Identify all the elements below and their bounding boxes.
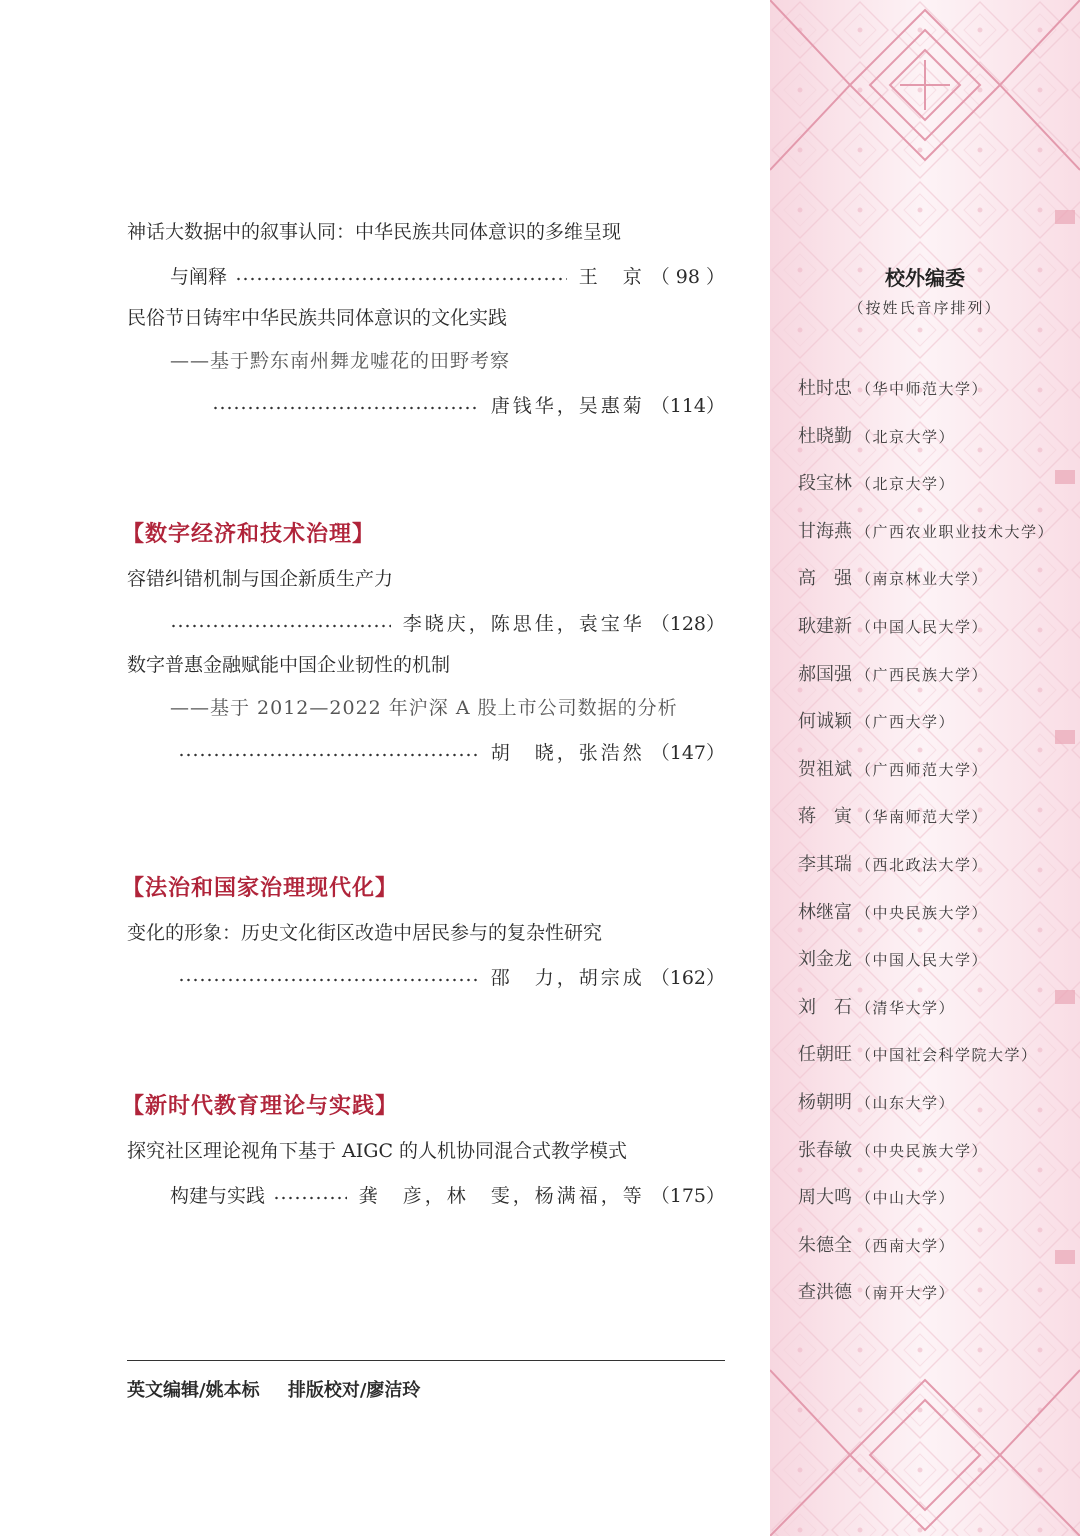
editorial-board-heading: 校外编委 [885,266,965,290]
leader-dots [178,737,479,765]
board-member [798,1280,955,1306]
article-entry-line [170,1180,725,1208]
member-affiliation: （广西师范大学） [856,760,989,779]
member-name: 杜晓勤 [798,425,852,447]
leader-dots [273,1180,347,1208]
member-affiliation: （南京林业大学） [856,570,989,589]
member-name: 何诚颖 [798,711,852,733]
article-subtitle: ——基于黔东南州舞龙嘘花的田野考察 [170,350,511,372]
article-title[interactable]: 民俗节日铸牢中华民族共同体意识的文化实践 [127,307,508,329]
article-page: （128） [650,612,725,635]
board-member [798,709,955,735]
article-entry-line [170,608,725,636]
article-page: （ 98 ） [650,265,725,288]
member-name: 朱德全 [798,1234,852,1256]
footer-credits [127,1376,442,1402]
article-authors: 胡 晓，张浩然 [490,741,645,764]
article-subtitle: ——基于 2012—2022 年沪深 A 股上市公司数据的分析 [170,697,678,719]
article-entry-line [178,737,725,765]
member-affiliation: （山东大学） [856,1094,956,1112]
typesetting-credit: 排版校对/廖洁玲 [287,1380,421,1401]
article-page: （114） [650,394,725,417]
member-affiliation: （中国社会科学院大学） [856,1046,1038,1065]
article-authors: 邵 力，胡宗成 [490,966,645,989]
section-heading: 【数字经济和技术治理】 [122,522,376,547]
board-member [798,1138,988,1164]
member-affiliation: （西南大学） [856,1236,956,1255]
board-member [798,1233,955,1259]
member-affiliation: （中央民族大学） [856,903,989,922]
member-affiliation: （西北政法大学） [856,856,989,874]
board-member [798,852,988,878]
member-affiliation: （华中师范大学） [856,380,989,398]
article-title-continuation[interactable]: 与阐释 [170,265,228,288]
member-affiliation: （广西农业职业技术大学） [856,522,1055,541]
member-affiliation: （北京大学） [856,475,956,494]
article-page: （162） [650,966,725,989]
section-heading: 【新时代教育理论与实践】 [122,1094,399,1119]
article-entry-line [170,261,725,289]
ordering-note: （按姓氏音序排列） [848,299,1002,317]
board-member [798,757,988,783]
member-name: 查洪德 [798,1282,852,1304]
section-heading: 【法治和国家治理现代化】 [122,876,399,901]
member-affiliation: （清华大学） [856,998,956,1017]
member-name: 刘 石 [798,996,852,1018]
member-name: 周大鸣 [798,1187,852,1209]
member-name: 任朝旺 [798,1044,852,1066]
leader-dots [212,390,479,418]
member-affiliation: （北京大学） [856,427,956,446]
article-page: （147） [650,741,725,764]
article-page: （175） [650,1184,725,1207]
member-name: 林继富 [798,901,852,923]
article-entry-line [212,390,725,418]
member-name: 杨朝明 [798,1092,852,1113]
footer-divider [127,1360,725,1361]
article-authors: 龚 彦，林 雯，杨满福，等 [358,1184,645,1207]
board-member [798,424,955,450]
member-name: 甘海燕 [798,520,852,542]
member-name: 段宝林 [798,473,852,495]
member-name: 李其瑞 [798,854,852,875]
member-name: 贺祖斌 [798,758,852,780]
english-editor-credit: 英文编辑/姚本标 [127,1380,260,1401]
article-title-continuation[interactable]: 构建与实践 [170,1184,266,1207]
board-member [798,519,1054,545]
leader-dots [178,962,479,990]
editorial-board-sidebar [770,0,1080,1536]
member-name: 高 强 [798,568,852,590]
article-authors: 王 京 [578,265,645,288]
member-affiliation: （广西大学） [856,713,956,732]
board-member [798,947,988,973]
member-name: 蒋 寅 [798,806,852,828]
member-affiliation: （中央民族大学） [856,1141,989,1160]
board-member [798,1042,1038,1068]
board-member [798,804,988,830]
member-affiliation: （中国人民大学） [856,618,989,636]
member-affiliation: （南开大学） [856,1284,956,1303]
member-affiliation: （华南师范大学） [856,808,989,827]
member-name: 杜时忠 [798,378,852,399]
article-title[interactable]: 神话大数据中的叙事认同：中华民族共同体意识的多维呈现 [127,221,622,243]
member-name: 刘金龙 [798,949,852,971]
board-member [798,566,988,592]
article-title[interactable]: 数字普惠金融赋能中国企业韧性的机制 [127,654,451,676]
board-member [798,471,955,497]
article-authors: 唐钱华，吴惠菊 [490,394,645,417]
leader-dots [170,608,391,636]
article-authors: 李晓庆，陈思佳，袁宝华 [402,612,645,635]
board-member [798,1090,955,1116]
article-title[interactable]: 变化的形象：历史文化街区改造中居民参与的复杂性研究 [127,922,603,944]
board-member [798,662,988,688]
board-member [798,900,988,926]
article-title[interactable]: 探究社区理论视角下基于 AIGC 的人机协同混合式教学模式 [127,1140,628,1162]
member-name: 张春敏 [798,1139,852,1161]
article-title[interactable]: 容错纠错机制与国企新质生产力 [127,568,394,590]
leader-dots [235,261,567,289]
board-member [798,614,988,640]
member-name: 郝国强 [798,663,852,685]
member-name: 耿建新 [798,616,852,637]
board-member [798,1185,955,1211]
member-affiliation: （中山大学） [856,1189,956,1208]
article-entry-line [178,962,725,990]
board-member [798,376,988,402]
board-member [798,995,955,1021]
member-affiliation: （广西民族大学） [856,665,989,684]
member-affiliation: （中国人民大学） [856,951,989,970]
